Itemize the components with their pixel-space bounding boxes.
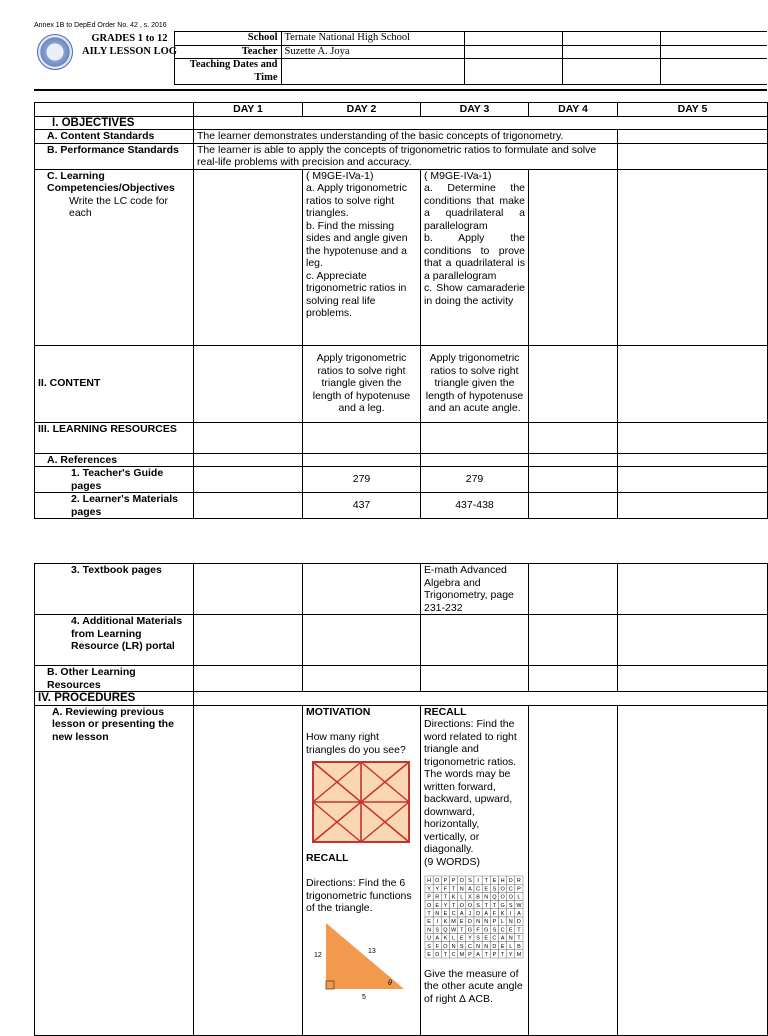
wordsearch-letter: S bbox=[427, 943, 431, 950]
wordsearch-letter: K bbox=[451, 894, 456, 901]
learners-materials-label: 2. Learner's Materials pages bbox=[35, 493, 194, 519]
wordsearch-letter: K bbox=[443, 935, 448, 942]
wordsearch-letter: N bbox=[484, 919, 489, 926]
day3-textbook: E-math Advanced Algebra and Trigonometry, page 231-232 bbox=[421, 564, 529, 615]
wordsearch-letter: E bbox=[459, 935, 464, 942]
wordsearch-letter: L bbox=[460, 894, 464, 901]
wordsearch-letter: D bbox=[476, 910, 481, 917]
wordsearch-letter: S bbox=[476, 935, 480, 942]
wordsearch-letter: P bbox=[492, 919, 497, 926]
wordsearch-letter: A bbox=[517, 910, 521, 917]
wordsearch-letter: Y bbox=[468, 935, 472, 942]
wordsearch-letter: L bbox=[509, 943, 513, 950]
wordsearch-letter: L bbox=[452, 935, 456, 942]
day2-lc-code: ( M9GE-IVa-1) bbox=[306, 169, 374, 182]
wordsearch-letter: N bbox=[484, 894, 489, 901]
wordsearch-letter: G bbox=[500, 902, 505, 909]
wordsearch-letter: D bbox=[492, 943, 497, 950]
school-value: Ternate National High School bbox=[281, 32, 464, 46]
wordsearch-letter: N bbox=[427, 927, 432, 934]
day2-tg-pages: 279 bbox=[303, 467, 421, 493]
wordsearch-letter: T bbox=[484, 878, 488, 885]
wordsearch-letter: T bbox=[460, 927, 464, 934]
wordsearch-letter: E bbox=[443, 910, 448, 917]
wordsearch-letter: D bbox=[467, 919, 472, 926]
wordsearch-letter: T bbox=[451, 902, 456, 909]
wordsearch-letter: C bbox=[508, 886, 513, 893]
title-cell bbox=[34, 32, 174, 85]
wordsearch-letter: N bbox=[459, 886, 464, 893]
content-standards-label: A. Content Standards bbox=[35, 130, 194, 144]
wordsearch-letter: T bbox=[484, 902, 488, 909]
day5-header: DAY 5 bbox=[618, 103, 768, 117]
wordsearch-letter: E bbox=[500, 943, 505, 950]
wordsearch-letter: K bbox=[443, 919, 448, 926]
references-label: A. References bbox=[35, 453, 194, 467]
wordsearch-letter: C bbox=[476, 886, 481, 893]
school-label: School bbox=[174, 32, 281, 46]
day3-lc-code: ( M9GE-IVa-1) bbox=[424, 169, 492, 182]
wordsearch-letter: A bbox=[500, 935, 505, 942]
wordsearch-letter: P bbox=[451, 878, 456, 885]
day3-header: DAY 3 bbox=[421, 103, 529, 117]
teacher-value: Suzette A. Joya bbox=[281, 45, 464, 59]
wordsearch-letter: Y bbox=[435, 886, 440, 893]
wordsearch-letter: L bbox=[501, 919, 505, 926]
wordsearch-letter: T bbox=[451, 886, 456, 893]
wordsearch-letter: D bbox=[508, 878, 513, 885]
review-lesson-label: A. Reviewing previous lesson or presenting the new lesson bbox=[35, 705, 194, 1035]
wordsearch-letter: O bbox=[459, 902, 464, 909]
day3-content: Apply trigonometric ratios to solve right triangle given the length of hypotenuse and an acute angle. bbox=[421, 345, 529, 422]
dates-label: Teaching Dates and Time bbox=[174, 59, 281, 85]
competencies-note: Write the LC code for each bbox=[69, 194, 169, 219]
wordsearch-letter: H bbox=[427, 878, 432, 885]
wordsearch-letter: O bbox=[435, 878, 440, 885]
wordsearch-letter: M bbox=[516, 951, 522, 958]
day3-word-count: (9 WORDS) bbox=[424, 855, 480, 868]
wordsearch-letter: I bbox=[477, 878, 479, 885]
wordsearch-letter: E bbox=[427, 919, 431, 926]
wordsearch-letter: M bbox=[451, 919, 456, 926]
wordsearch-letter: F bbox=[476, 927, 480, 934]
wordsearch-letter: W bbox=[450, 927, 457, 934]
textbook-label: 3. Textbook pages bbox=[35, 564, 194, 615]
wordsearch-letter: N bbox=[508, 919, 513, 926]
wordsearch-letter: E bbox=[435, 902, 440, 909]
wordsearch-letter: G bbox=[467, 927, 473, 934]
wordsearch-letter: N bbox=[476, 943, 481, 950]
wordsearch-letter: S bbox=[435, 927, 440, 934]
wordsearch-letter: K bbox=[500, 910, 505, 917]
wordsearch-letter: P bbox=[468, 951, 472, 958]
day3-recall-directions: Directions: Find the word related to right triangle and trigonometric ratios. The words may be written forward, backward, upward, downward, horizontally, vertically, or diagonally. bbox=[424, 718, 517, 855]
wordsearch-letter: D bbox=[435, 951, 440, 958]
wordsearch-letter: G bbox=[484, 927, 489, 934]
content-standards-text: The learner demonstrates understanding of the basic concepts of trigonometry. bbox=[194, 130, 618, 144]
wordsearch-letter: C bbox=[451, 910, 456, 917]
wordsearch-letter: A bbox=[459, 910, 464, 917]
day2-recall-heading: RECALL bbox=[306, 851, 349, 864]
wordsearch-letter: P bbox=[492, 951, 497, 958]
objectives-heading: I. OBJECTIVES bbox=[35, 116, 194, 130]
day2-objective-c: c. Appreciate trigonometric ratios in solving real life problems. bbox=[306, 269, 407, 319]
angle-label-theta: θ bbox=[388, 979, 392, 987]
lesson-log-table-page2 bbox=[34, 563, 768, 1036]
title-line-1: GRADES 1 to 12 bbox=[91, 33, 168, 44]
day3-tg-pages: 279 bbox=[421, 467, 529, 493]
wordsearch-letter: O bbox=[500, 886, 505, 893]
side-label-5: 5 bbox=[362, 993, 366, 1001]
wordsearch-letter: C bbox=[451, 951, 456, 958]
wordsearch-letter: O bbox=[500, 894, 505, 901]
wordsearch-letter: A bbox=[468, 886, 472, 893]
side-label-12: 12 bbox=[314, 951, 322, 959]
wordsearch-letter: T bbox=[427, 910, 431, 917]
day2-header: DAY 2 bbox=[303, 103, 421, 117]
wordsearch-letter: X bbox=[468, 894, 472, 901]
day2-motivation-heading: MOTIVATION bbox=[306, 705, 371, 718]
wordsearch-letter: T bbox=[443, 894, 448, 901]
wordsearch-letter: N bbox=[484, 943, 489, 950]
wordsearch-letter: B bbox=[476, 894, 480, 901]
wordsearch-letter: S bbox=[492, 927, 497, 934]
wordsearch-letter: D bbox=[516, 919, 521, 926]
wordsearch-letter: P bbox=[443, 878, 448, 885]
day3-objective-c: c. Show camaraderie in doing the activity bbox=[424, 282, 525, 307]
wordsearch-letter: E bbox=[427, 951, 431, 958]
right-triangle-image bbox=[312, 923, 408, 1001]
wordsearch-letter: B bbox=[517, 943, 521, 950]
wordsearch-letter: E bbox=[484, 935, 489, 942]
wordsearch-letter: F bbox=[435, 943, 439, 950]
wordsearch-letter: E bbox=[508, 927, 513, 934]
wordsearch-letter: M bbox=[459, 951, 465, 958]
wordsearch-letter: A bbox=[476, 951, 480, 958]
additional-materials-label: 4. Additional Materials from Learning Resource (LR) portal bbox=[35, 615, 194, 666]
wordsearch-letter: O bbox=[467, 902, 473, 909]
wordsearch-letter: H bbox=[500, 878, 505, 885]
day1-header: DAY 1 bbox=[194, 103, 303, 117]
wordsearch-letter: N bbox=[435, 910, 440, 917]
wordsearch-letter: O bbox=[508, 894, 513, 901]
wordsearch-letter: T bbox=[517, 927, 521, 934]
wordsearch-letter: S bbox=[492, 886, 497, 893]
teacher-label: Teacher bbox=[174, 45, 281, 59]
day2-lm-pages: 437 bbox=[303, 493, 421, 519]
day2-content: Apply trigonometric ratios to solve right triangle given the length of hypotenuse and a leg. bbox=[303, 345, 421, 422]
day4-header: DAY 4 bbox=[529, 103, 618, 117]
performance-standards-text: The learner is able to apply the concepts of trigonometric ratios to formulate and solve real-life problems with precision and accuracy. bbox=[194, 143, 618, 169]
word-search-puzzle bbox=[425, 876, 523, 958]
header-rule bbox=[34, 89, 767, 91]
wordsearch-letter: S bbox=[476, 902, 480, 909]
wordsearch-letter: N bbox=[508, 935, 513, 942]
wordsearch-letter: E bbox=[492, 878, 497, 885]
wordsearch-letter: S bbox=[459, 943, 464, 950]
wordsearch-letter: J bbox=[468, 910, 472, 917]
competencies-label: C. Learning Competencies/Objectives bbox=[47, 169, 175, 194]
performance-standards-label: B. Performance Standards bbox=[35, 143, 194, 169]
wordsearch-letter: O bbox=[459, 878, 464, 885]
wordsearch-letter: O bbox=[426, 902, 432, 909]
wordsearch-letter: R bbox=[435, 894, 440, 901]
wordsearch-letter: Y bbox=[427, 886, 431, 893]
wordsearch-letter: Y bbox=[508, 951, 513, 958]
wordsearch-letter: A bbox=[484, 910, 489, 917]
other-resources-label: B. Other Learning Resources bbox=[35, 666, 194, 692]
day3-angle-question: Give the measure of the other acute angle of right Δ ACB. bbox=[424, 967, 523, 1005]
wordsearch-letter: C bbox=[467, 943, 472, 950]
wordsearch-letter: A bbox=[435, 935, 440, 942]
content-label: II. CONTENT bbox=[35, 345, 194, 422]
day3-lm-pages: 437-438 bbox=[421, 493, 529, 519]
wordsearch-letter: C bbox=[500, 927, 505, 934]
day2-objective-a: a. Apply trigonometric ratios to solve right triangles. bbox=[306, 182, 407, 219]
wordsearch-letter: L bbox=[517, 894, 521, 901]
wordsearch-letter: E bbox=[459, 919, 464, 926]
day3-objective-a: a. Determine the conditions that make a quadrilateral a parallelogram bbox=[424, 182, 525, 232]
lesson-log-table-page1 bbox=[34, 102, 768, 519]
wordsearch-letter: Y bbox=[443, 902, 448, 909]
header-table bbox=[34, 31, 767, 85]
wordsearch-letter: F bbox=[443, 886, 448, 893]
day2-recall-directions: Directions: Find the 6 trigonometric functions of the triangle. bbox=[306, 877, 412, 914]
wordsearch-letter: I bbox=[509, 910, 512, 917]
learning-resources-heading: III. LEARNING RESOURCES bbox=[35, 422, 194, 453]
wordsearch-letter: R bbox=[516, 878, 521, 885]
wordsearch-letter: C bbox=[492, 935, 497, 942]
wordsearch-letter: O bbox=[443, 943, 448, 950]
wordsearch-letter: T bbox=[500, 951, 505, 958]
day3-recall-heading: RECALL bbox=[424, 705, 467, 718]
annex-note: Annex 1B to DepEd Order No. 42 , s. 2016 bbox=[34, 22, 167, 29]
side-label-13: 13 bbox=[368, 947, 376, 955]
title-line-2: AILY LESSON LOG bbox=[82, 45, 177, 57]
wordsearch-letter: P bbox=[427, 894, 431, 901]
day2-motivation-question: How many right triangles do you see? bbox=[306, 731, 406, 756]
teachers-guide-label: 1. Teacher's Guide pages bbox=[35, 467, 194, 493]
wordsearch-letter: T bbox=[517, 935, 521, 942]
wordsearch-letter: W bbox=[516, 902, 522, 909]
wordsearch-letter: T bbox=[484, 951, 488, 958]
wordsearch-letter: N bbox=[451, 943, 456, 950]
wordsearch-letter: T bbox=[443, 951, 448, 958]
wordsearch-letter: Q bbox=[443, 927, 448, 934]
wordsearch-letter: S bbox=[468, 878, 472, 885]
wordsearch-letter: S bbox=[508, 902, 513, 909]
wordsearch-letter: F bbox=[492, 910, 497, 917]
wordsearch-letter: I bbox=[436, 919, 439, 926]
wordsearch-letter: E bbox=[484, 886, 489, 893]
wordsearch-letter: N bbox=[476, 919, 481, 926]
right-triangles-grid-image bbox=[313, 762, 409, 842]
day2-objective-b: b. Find the missing sides and angle given the hypotenuse and a leg. bbox=[306, 219, 408, 269]
wordsearch-letter: U bbox=[427, 935, 432, 942]
wordsearch-letter: P bbox=[517, 886, 521, 893]
day3-objective-b: b. Apply the conditions to prove that a quadrilateral is a parallelogram bbox=[424, 232, 525, 282]
wordsearch-letter: Q bbox=[492, 894, 497, 901]
wordsearch-letter: T bbox=[492, 902, 497, 909]
procedures-heading: IV. PROCEDURES bbox=[35, 692, 194, 706]
